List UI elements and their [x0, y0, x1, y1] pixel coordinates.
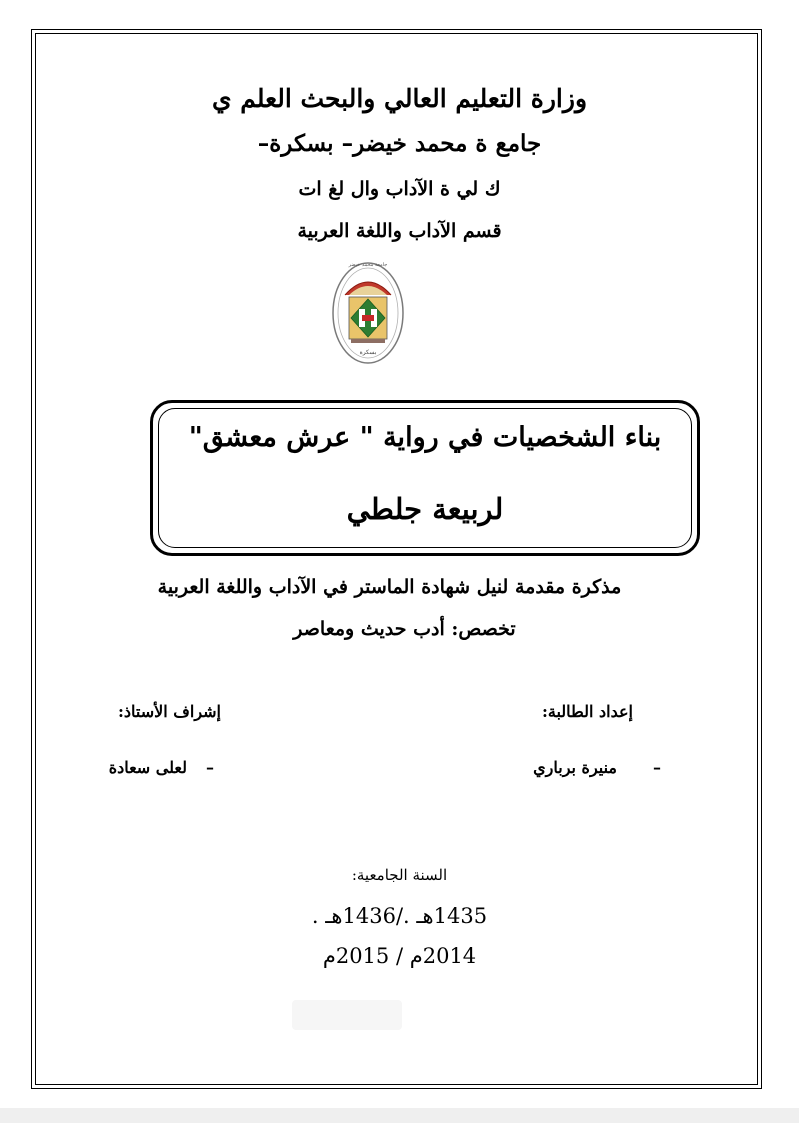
seal-text-top: جامعة محمد خيضر — [348, 262, 388, 268]
thesis-specialty: تخصص: أدب حديث ومعاصر — [293, 618, 516, 640]
student-label: إعداد الطالبة: — [541, 702, 633, 721]
supervisor-label: إشراف الأستاذ: — [118, 702, 221, 721]
page-bottom-strip — [0, 1108, 799, 1123]
student-dash: – — [653, 758, 661, 777]
thesis-description: مذكرة مقدمة لنيل شهادة الماستر في الآداب واللغة العربية — [157, 576, 622, 598]
seal-text-bottom: بسكرة — [359, 349, 377, 356]
university-name: جامع ة محمد خيضر– بسكرة– — [257, 130, 542, 157]
thesis-title-line1: بناء الشخصيات في رواية " عرش معشق" — [188, 422, 662, 453]
academic-year-gregorian: 2014م / 2015م — [322, 944, 477, 968]
student-name: منيرة برباري — [533, 758, 617, 777]
department-name: قسم الآداب واللغة العربية — [297, 220, 502, 242]
supervisor-name: لعلى سعادة — [108, 758, 187, 777]
ministry-title: وزارة التعليم العالي والبحث العلم ي — [211, 84, 588, 113]
faint-watermark — [292, 1000, 402, 1030]
thesis-title-line2: لربيعة جلطي — [346, 492, 504, 526]
academic-year-label: السنة الجامعية: — [351, 866, 448, 884]
supervisor-dash: – — [206, 758, 214, 777]
academic-year-hijri: 1435هـ ./1436هـ . — [311, 904, 488, 928]
faculty-name: ك لي ة الآداب وال لغ ات — [298, 178, 501, 200]
